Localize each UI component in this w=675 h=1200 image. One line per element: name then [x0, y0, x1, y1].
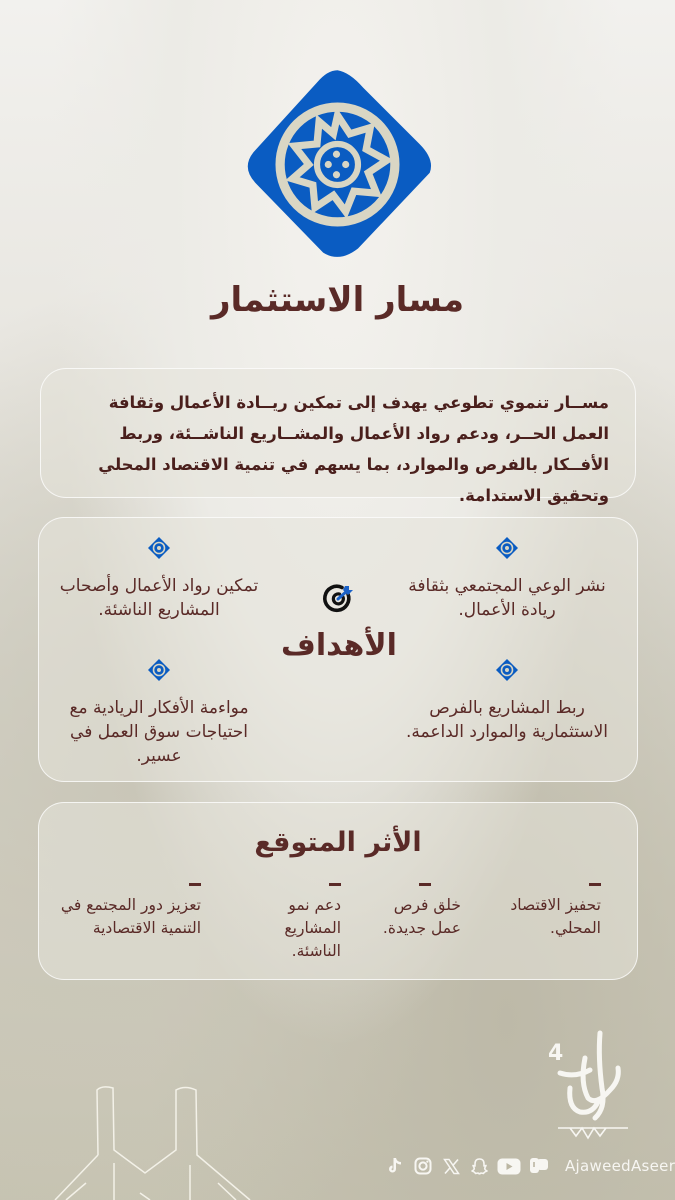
dash-marker: [329, 883, 341, 886]
impact-title: الأثر المتوقع: [254, 827, 422, 858]
goal-item: [397, 536, 617, 622]
impact-text: خلق فرص عمل جديدة.: [382, 896, 461, 937]
svg-text:4: 4: [548, 1041, 564, 1066]
impact-text: تحفيز الاقتصاد المحلي.: [510, 896, 601, 937]
goal-text: مواءمة الأفكار الريادية مع احتياجات سوق العمل في عسير.: [69, 698, 249, 766]
instagram-icon[interactable]: [413, 1156, 433, 1176]
x-icon[interactable]: [441, 1156, 461, 1176]
dash-marker: [589, 883, 601, 886]
goal-item: [49, 658, 269, 768]
dash-marker: [189, 883, 201, 886]
impact-text: دعم نمو المشاريع الناشئة.: [284, 896, 341, 960]
page-title: مسار الاستثمار: [210, 280, 465, 320]
investment-track-emblem-logo: [235, 62, 440, 267]
ajaweed-brand-logo: [540, 1028, 640, 1148]
impact-item: [259, 883, 341, 963]
threads-icon[interactable]: [529, 1156, 549, 1176]
goals-title: الأهداف: [281, 628, 397, 663]
diamond-emblem-icon: [147, 658, 171, 682]
intro-text: مســار تنموي تطوعي يهدف إلى تمكين ريــادة الأعمال وثقافة العمل الحــر، ودعم رواد الأعمال والمشــاريع الناشــئة، وربط الأفــكار بالفرص والموارد، بما يسهم في تنمية الاقتصاد المحلي وتحقيق الاستدامة.: [98, 393, 609, 505]
goal-item: [49, 536, 269, 622]
diamond-emblem-icon: [495, 536, 519, 560]
impact-card: [38, 802, 638, 980]
social-links-row: [385, 1154, 675, 1178]
impact-item: [51, 883, 201, 940]
dash-marker: [419, 883, 431, 886]
goal-text: نشر الوعي المجتمعي بثقافة ريادة الأعمال.: [408, 576, 606, 620]
goals-card: [38, 517, 638, 782]
target-dart-icon: [322, 582, 356, 616]
social-handle[interactable]: AjaweedAseer: [565, 1157, 675, 1175]
youtube-icon[interactable]: [497, 1156, 521, 1176]
goals-heading: [269, 582, 409, 663]
impact-text: تعزيز دور المجتمع في التنمية الاقتصادية: [60, 896, 201, 937]
tiktok-icon[interactable]: [385, 1156, 405, 1176]
goal-text: ربط المشاريع بالفرص الاستثمارية والموارد الداعمة.: [405, 698, 609, 742]
decorative-outline-shape: [40, 1065, 270, 1200]
impact-item: [509, 883, 601, 940]
intro-card: [40, 368, 636, 505]
diamond-emblem-icon: [495, 658, 519, 682]
goal-text: تمكين رواد الأعمال وأصحاب المشاريع الناشئة.: [59, 576, 259, 620]
diamond-emblem-icon: [147, 536, 171, 560]
goal-item: [397, 658, 617, 744]
impact-item: [379, 883, 461, 940]
snapchat-icon[interactable]: [469, 1156, 489, 1176]
